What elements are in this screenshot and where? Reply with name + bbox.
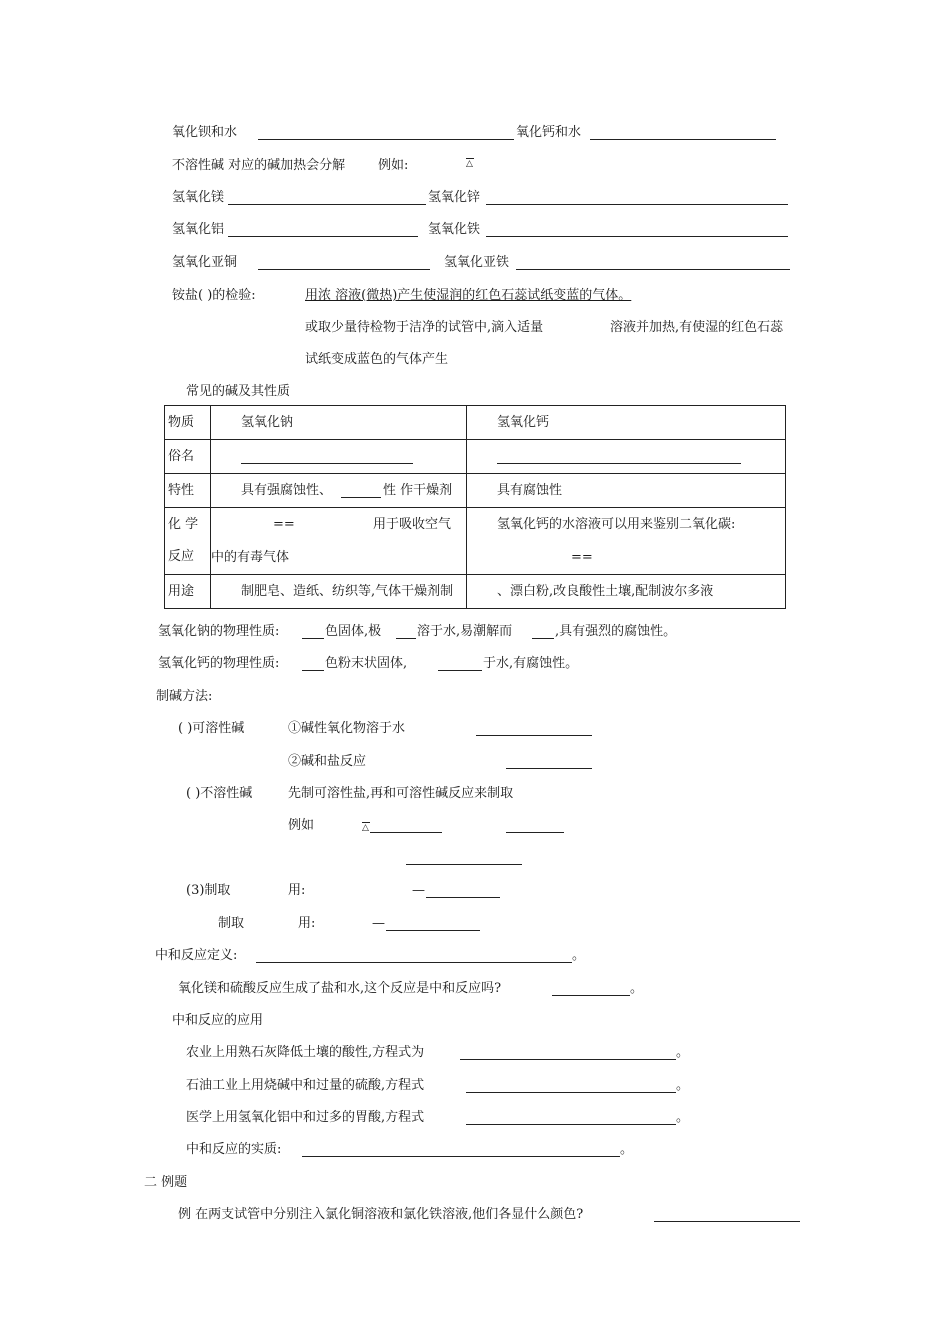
heat-triangle-icon: △ (466, 159, 473, 169)
answer-blank[interactable] (341, 497, 381, 498)
insoluble-base-intro: 不溶性碱 对应的碱加热会分解 (172, 158, 346, 173)
answer-blank[interactable] (654, 1221, 800, 1222)
answer-blank[interactable] (256, 962, 572, 963)
answer-blank[interactable] (506, 832, 564, 833)
table-title: 常见的碱及其性质 (186, 384, 291, 399)
row-label: 俗名 (165, 440, 211, 474)
answer-blank[interactable] (386, 930, 480, 931)
answer-blank[interactable] (497, 463, 741, 464)
answer-blank[interactable] (552, 995, 630, 996)
row-label: 用途 (165, 575, 211, 609)
line-cao-water: 氧化钙和水 (516, 125, 582, 140)
naoh-use-cell: 制肥皂、造纸、纺织等,气体干燥剂制 (211, 575, 467, 609)
fe-hydroxide-label: 氢氧化铁 (428, 222, 481, 237)
caoh-property-cell: 具有腐蚀性 (467, 474, 786, 508)
cu-i-hydroxide-label: 氢氧化亚铜 (172, 255, 238, 270)
question-mgo: 氧化镁和硫酸反应生成了盐和水,这个反应是中和反应吗? (178, 981, 502, 996)
neutralization-essence-label: 中和反应的实质: (186, 1142, 282, 1157)
table-row (165, 575, 786, 609)
al-hydroxide-label: 氢氧化铝 (172, 222, 225, 237)
answer-blank[interactable] (590, 139, 776, 140)
naoh-property-cell: 具有强腐蚀性、 性 作干燥剂 (211, 474, 467, 508)
answer-blank[interactable] (302, 670, 324, 671)
base-properties-table (164, 405, 786, 609)
caoh-header: 氢氧化钙 (467, 406, 786, 440)
answer-blank[interactable] (228, 204, 426, 205)
answer-blank[interactable] (228, 236, 418, 237)
prepare-label-3: (3)制取 (186, 883, 231, 898)
prepare-label-4: 制取 (218, 916, 245, 931)
answer-blank[interactable] (426, 897, 500, 898)
example-label: 例如: (378, 158, 409, 173)
neutralization-definition-label: 中和反应定义: (155, 948, 238, 963)
application-medicine: 医学上用氢氧化铝中和过多的胃酸,方程式 (186, 1110, 425, 1125)
ammonium-alt-method: 或取少量待检物于洁净的试管中,滴入适量 (305, 320, 544, 335)
answer-blank[interactable] (466, 1092, 676, 1093)
application-petroleum: 石油工业上用烧碱中和过量的硫酸,方程式 (186, 1078, 425, 1093)
answer-blank[interactable] (476, 735, 592, 736)
answer-blank[interactable] (486, 236, 788, 237)
naoh-header: 氢氧化钠 (211, 406, 467, 440)
answer-blank[interactable] (486, 204, 788, 205)
answer-blank[interactable] (466, 1124, 676, 1125)
neutralization-applications-heading: 中和反应的应用 (172, 1013, 264, 1028)
row-label: 化 学 反应 (165, 508, 211, 575)
row-label: 物质 (165, 406, 211, 440)
table-row (165, 508, 786, 575)
row-label: 特性 (165, 474, 211, 508)
answer-blank[interactable] (258, 269, 430, 270)
naoh-reaction-cell: == 用于吸收空气 中的有毒气体 (211, 508, 467, 575)
answer-blank[interactable] (302, 1156, 620, 1157)
naoh-physical-label: 氢氧化钠的物理性质: (158, 624, 280, 639)
zn-hydroxide-label: 氢氧化锌 (428, 190, 481, 205)
caoh-reaction-cell: 氢氧化钙的水溶液可以用来鉴别二氧化碳: == (467, 508, 786, 575)
table-row (165, 440, 786, 474)
section-two-heading: 二 例题 (144, 1175, 188, 1190)
ammonium-test-method: 用浓 溶液(微热)产生使湿润的红色石蕊试纸变蓝的气体。 (305, 288, 632, 303)
answer-blank[interactable] (532, 638, 554, 639)
insoluble-base-label: ( )不溶性碱 (186, 786, 253, 801)
ammonium-test-label: 铵盐( )的检验: (172, 288, 256, 303)
table-row (165, 474, 786, 508)
naoh-common-name-cell (211, 440, 467, 474)
line-bao-water: 氧化钡和水 (172, 125, 238, 140)
answer-blank[interactable] (302, 638, 324, 639)
answer-blank[interactable] (506, 768, 592, 769)
table-row (165, 406, 786, 440)
answer-blank[interactable] (396, 638, 416, 639)
answer-blank[interactable] (370, 832, 442, 833)
base-making-heading: 制碱方法: (156, 689, 213, 704)
answer-blank[interactable] (406, 864, 522, 865)
ammonium-alt-method-tail: 溶液并加热,有使湿的红色石蕊 (610, 320, 784, 335)
answer-blank[interactable] (438, 670, 482, 671)
answer-blank[interactable] (258, 139, 514, 140)
heat-triangle-icon: △ (362, 823, 369, 833)
fe-ii-hydroxide-label: 氢氧化亚铁 (444, 255, 510, 270)
caoh-common-name-cell (467, 440, 786, 474)
answer-blank[interactable] (241, 463, 413, 464)
caoh-physical-label: 氢氧化钙的物理性质: (158, 656, 280, 671)
mg-hydroxide-label: 氢氧化镁 (172, 190, 225, 205)
example-question: 例 在两支试管中分别注入氯化铜溶液和氯化铁溶液,他们各显什么颜色? (178, 1207, 584, 1222)
heat-bar (466, 158, 474, 159)
ammonium-alt-method-end: 试纸变成蓝色的气体产生 (305, 352, 449, 367)
answer-blank[interactable] (516, 269, 790, 270)
caoh-use-cell: 、漂白粉,改良酸性土壤,配制波尔多液 (467, 575, 786, 609)
soluble-base-label: ( )可溶性碱 (178, 721, 245, 736)
application-agriculture: 农业上用熟石灰降低土壤的酸性,方程式为 (186, 1045, 425, 1060)
answer-blank[interactable] (460, 1059, 676, 1060)
